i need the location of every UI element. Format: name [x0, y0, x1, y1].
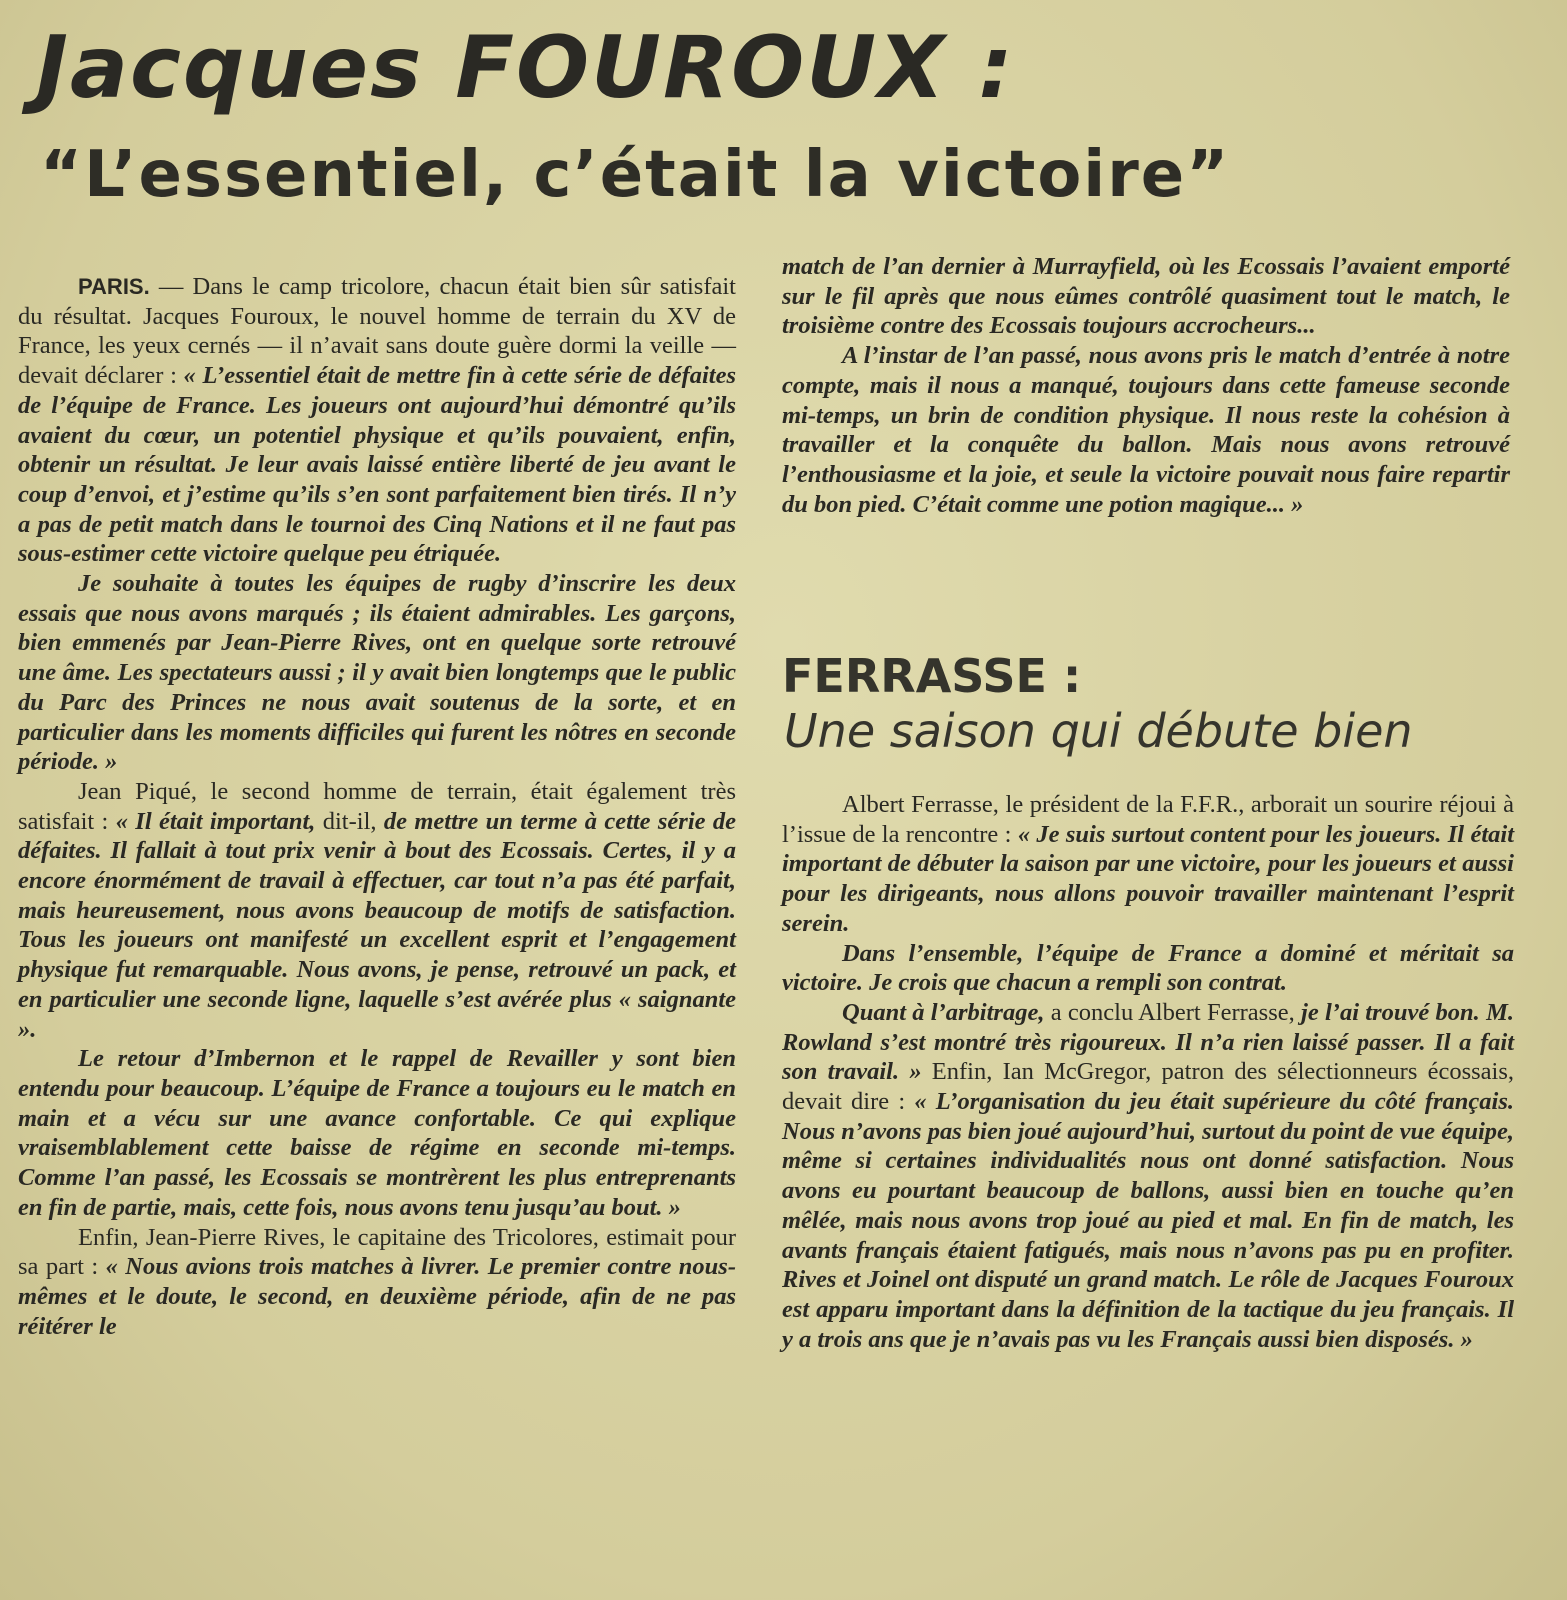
subheadline: “L’essentiel, c’était la victoire”	[40, 138, 1231, 212]
sidebar-subtitle: Une saison qui débute bien	[784, 704, 1413, 758]
paragraph-3	[18, 777, 736, 1044]
article-column-left	[18, 272, 736, 1341]
sidebar-paragraph-1-intro: Albert Ferrasse, le président de la F.F.R., arborait un sourire réjoui à l’issue de la rencontre :	[782, 791, 1514, 848]
sidebar-title: FERRASSE :	[782, 649, 1082, 703]
paragraph-3-quote-start: « Il était important,	[115, 807, 323, 835]
sidebar-paragraph-1-quote: « Je suis surtout content pour les joueurs. Il était important de débuter la saison par une victoire, pour les joueurs et aussi pour les dirigeants, nous allons pouvoir travailler maintenant l’esprit serein.	[782, 820, 1514, 937]
sidebar-paragraph-1	[782, 790, 1514, 939]
sidebar-paragraph-3-intro: Enfin, Ian McGregor, patron des sélectionneurs écossais, devait dire :	[782, 1058, 1514, 1116]
paragraph-3-intro: Jean Piqué, le second homme de terrain, était également très satisfait :	[18, 777, 736, 835]
sidebar-body	[782, 790, 1514, 1354]
paragraph-5-intro: Enfin, Jean-Pierre Rives, le capitaine des Tricolores, estimait pour sa part :	[18, 1223, 736, 1281]
sidebar-paragraph-3-mcgregor-quote: « L’organisation du jeu était supérieure du côté français. Nous n’avons pas bien joué aujourd’hui, surtout du point de vue équipe, même si certaines individualités nous ont donné satisfaction. Nous avons eu pourtant beaucoup de ballons, aussi bien en touche qu’en mêlée, mais nous avons trop joué au pied et mal. En fin de match, les avants français étaient fatigués, mais nous n’avons pas pu en profiter. Rives et Joinel ont disputé un grand match. Le rôle de Jacques Fouroux est apparu important dans la définition de la tactique du jeu français. Il y a trois ans que je n’avais pas vu les Français aussi bien disposés. »	[782, 1088, 1514, 1353]
paragraph-5	[18, 1223, 736, 1342]
paragraph-7: A l’instar de l’an passé, nous avons pris le match d’entrée à notre compte, mais il nous a manqué, toujours dans cette fameuse seconde mi-temps, un brin de condition physique. Il nous reste la cohésion à travailler et la conquête du ballon. Mais nous avons retrouvé l’enthousiasme et la joie, et seule la victoire pouvait nous faire repartir du bon pied. C’était comme une potion magique... »	[782, 342, 1510, 518]
sidebar-paragraph-3-aside: a conclu Albert Ferrasse,	[1050, 998, 1302, 1026]
paragraph-1-lead: — Dans le camp tricolore, chacun était bien sûr satisfait du résultat. Jacques Fouroux, le nouvel homme de terrain du XV de France, les yeux cernés — il n’avait sans doute guère dormi la veille — devait déclarer :	[18, 273, 736, 390]
paragraph-4: Le retour d’Imbernon et le rappel de Revailler y sont bien entendu pour beaucoup. L’équipe de France a toujours eu le match en main et a vécu sur une avance confortable. Ce qui explique vraisemblablement cette baisse de régime en seconde mi-temps. Comme l’an passé, les Ecossais se montrèrent les plus entreprenants en fin de partie, mais, cette fois, nous avons tenu jusqu’au bout. »	[18, 1045, 736, 1221]
sidebar-paragraph-2: Dans l’ensemble, l’équipe de France a dominé et méritait sa victoire. Je crois que chacun a rempli son contrat.	[782, 939, 1514, 997]
dateline: PARIS.	[78, 274, 150, 299]
sidebar-paragraph-3-quote: je l’ai trouvé bon. M. Rowland s’est montré très rigoureux. Il n’a rien laissé passer. Il a fait son travail. »	[782, 998, 1514, 1086]
headline: Jacques FOUROUX :	[36, 18, 1015, 118]
sidebar-paragraph-3	[782, 998, 1514, 1354]
article-column-right	[782, 252, 1510, 519]
paragraph-1-quote: « L’essentiel était de mettre fin à cette série de défaites de l’équipe de France. Les joueurs ont aujourd’hui démontré qu’ils avaient du cœur, un potentiel physique et qu’ils pouvaient, enfin, obtenir un résultat. Je leur avais laissé entière liberté de jeu avant le coup d’envoi, et j’estime qu’ils s’en sont parfaitement bien tirés. Il n’y a pas de petit match dans le tournoi des Cinq Nations et il ne faut pas sous-estimer cette victoire quelque peu étriquée.	[18, 362, 736, 568]
paragraph-2: Je souhaite à toutes les équipes de rugby d’inscrire les deux essais que nous avons marqués ; ils étaient admirables. Les garçons, bien emmenés par Jean-Pierre Rives, ont en quelque sorte retrouvé une âme. Les spectateurs aussi ; il y avait bien longtemps que le public du Parc des Princes ne nous avait soutenus de la sorte, et en particulier dans les moments difficiles qui furent les nôtres en seconde période. »	[18, 570, 736, 776]
paragraph-6: match de l’an dernier à Murrayfield, où les Ecossais l’avaient emporté sur le fil après que nous eûmes contrôlé quasiment tout le match, le troisième contre des Ecossais toujours accrocheurs...	[782, 253, 1510, 340]
paragraph-1	[18, 272, 736, 569]
paragraph-5-quote: « Nous avions trois matches à livrer. Le premier contre nous-mêmes et le doute, le second, en deuxième période, afin de ne pas réitérer le	[18, 1253, 736, 1340]
paragraph-3-quote: de mettre un terme à cette série de défaites. Il fallait à tout prix venir à bout des Ecossais. Certes, il y a encore énormément de travail à effectuer, car tout n’a pas été parfait, mais heureusement, nous avons beaucoup de motifs de satisfaction. Tous les joueurs ont manifesté un excellent esprit et l’engagement physique fut remarquable. Nous avons, je pense, retrouvé un pack, et en particulier une seconde ligne, laquelle s’est avérée plus « saignante ».	[18, 807, 736, 1043]
sidebar-paragraph-3-quote-start: Quant à l’arbitrage,	[842, 998, 1051, 1026]
paragraph-3-aside: dit-il,	[322, 807, 384, 835]
